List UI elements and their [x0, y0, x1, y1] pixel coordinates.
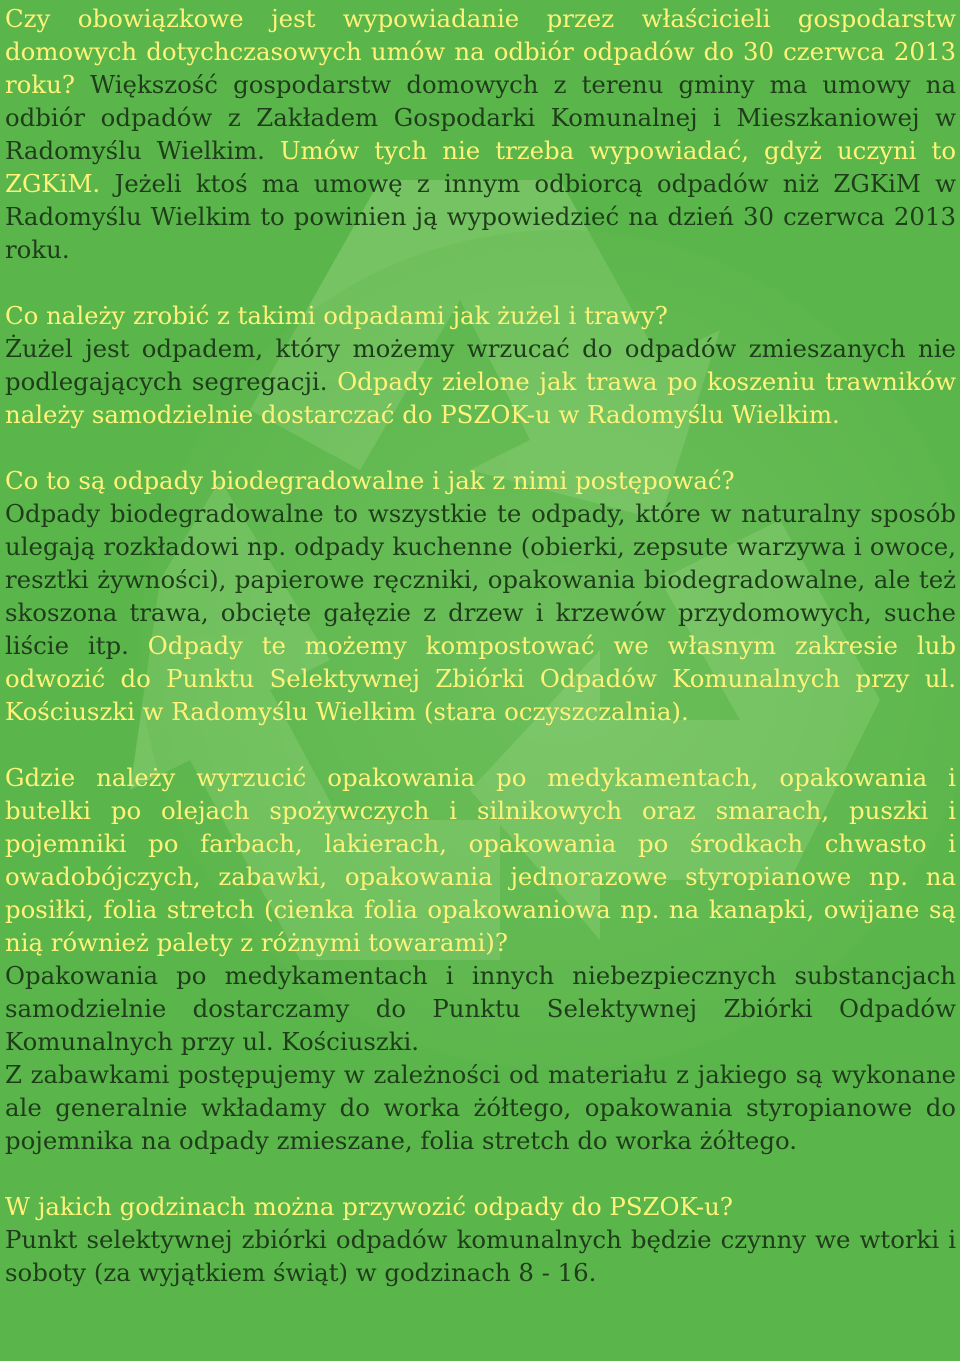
- answer-text: Większość gospodarstw domowych z terenu gminy ma umowy na odbiór odpadów z Zakładem Gospodarki Komunalnej i Mieszkaniowej w Radomyślu Wielkim.: [5, 70, 956, 165]
- question-text: Gdzie należy wyrzucić opakowania po medykamentach, opakowania i butelki po olejach spożywczych i silnikowych oraz smarach, puszki i pojemniki po farbach, lakierach, opakowania po środkach chwasto i owadobójczych, zabawki, opakowania jednorazowe styropianowe np. na posiłki, folia stretch (cienka folia opakowaniowa np. na kanapki, owijane są nią również palety z różnymi towarami)?: [5, 763, 956, 957]
- question-text: W jakich godzinach można przywozić odpady do PSZOK-u?: [5, 1192, 733, 1221]
- answer-highlight: Odpady te możemy kompostować we własnym zakresie lub odwozić do Punktu Selektywnej Zbiórki Odpadów Komunalnych przy ul. Kościuszki w Radomyślu Wielkim (stara oczyszczalnia).: [5, 631, 956, 726]
- answer-text: Opakowania po medykamentach i innych niebezpiecznych substancjach samodzielnie dostarczamy do Punktu Selektywnej Zbiórki Odpadów Komunalnych przy ul. Kościuszki.: [5, 961, 956, 1056]
- answer-text: Punkt selektywnej zbiórki odpadów komunalnych będzie czynny we wtorki i soboty (za wyjątkiem świąt) w godzinach 8 - 16.: [5, 1225, 956, 1287]
- faq-block: [5, 299, 956, 431]
- faq-block: [5, 761, 956, 1157]
- answer-text: Żużel jest odpadem, który możemy wrzucać do odpadów zmieszanych nie podlegających segregacji.: [5, 334, 956, 396]
- question-text: Co należy zrobić z takimi odpadami jak żużel i trawy?: [5, 301, 668, 330]
- answer-highlight: Odpady zielone jak trawa po koszeniu trawników należy samodzielnie dostarczać do PSZOK-u w Radomyślu Wielkim.: [5, 367, 956, 429]
- answer-highlight: Umów tych nie trzeba wypowiadać, gdyż uczyni to ZGKiM.: [5, 136, 956, 198]
- question-text: Co to są odpady biodegradowalne i jak z nimi postępować?: [5, 466, 735, 495]
- faq-block: [5, 1190, 956, 1289]
- answer-text: Z zabawkami postępujemy w zależności od materiału z jakiego są wykonane ale generalnie wkładamy do worka żółtego, opakowania styropianowe do pojemnika na odpady zmieszane, folia stretch do worka żółtego.: [5, 1060, 956, 1155]
- answer-text: Odpady biodegradowalne to wszystkie te odpady, które w naturalny sposób ulegają rozkładowi np. odpady kuchenne (obierki, zepsute warzywa i owoce, resztki żywności), papierowe ręczniki, opakowania biodegradowalne, ale też skoszona trawa, obcięte gałęzie z drzew i krzewów przydomowych, suche liście itp.: [5, 499, 956, 660]
- question-text: Czy obowiązkowe jest wypowiadanie przez właścicieli gospodarstw domowych dotychczasowych umów na odbiór odpadów do 30 czerwca 2013 roku?: [5, 4, 956, 99]
- faq-block: [5, 2, 956, 266]
- answer-text: Jeżeli ktoś ma umowę z innym odbiorcą odpadów niż ZGKiM w Radomyślu Wielkim to powinien ją wypowiedzieć na dzień 30 czerwca 2013 roku.: [5, 169, 956, 264]
- faq-block: [5, 464, 956, 728]
